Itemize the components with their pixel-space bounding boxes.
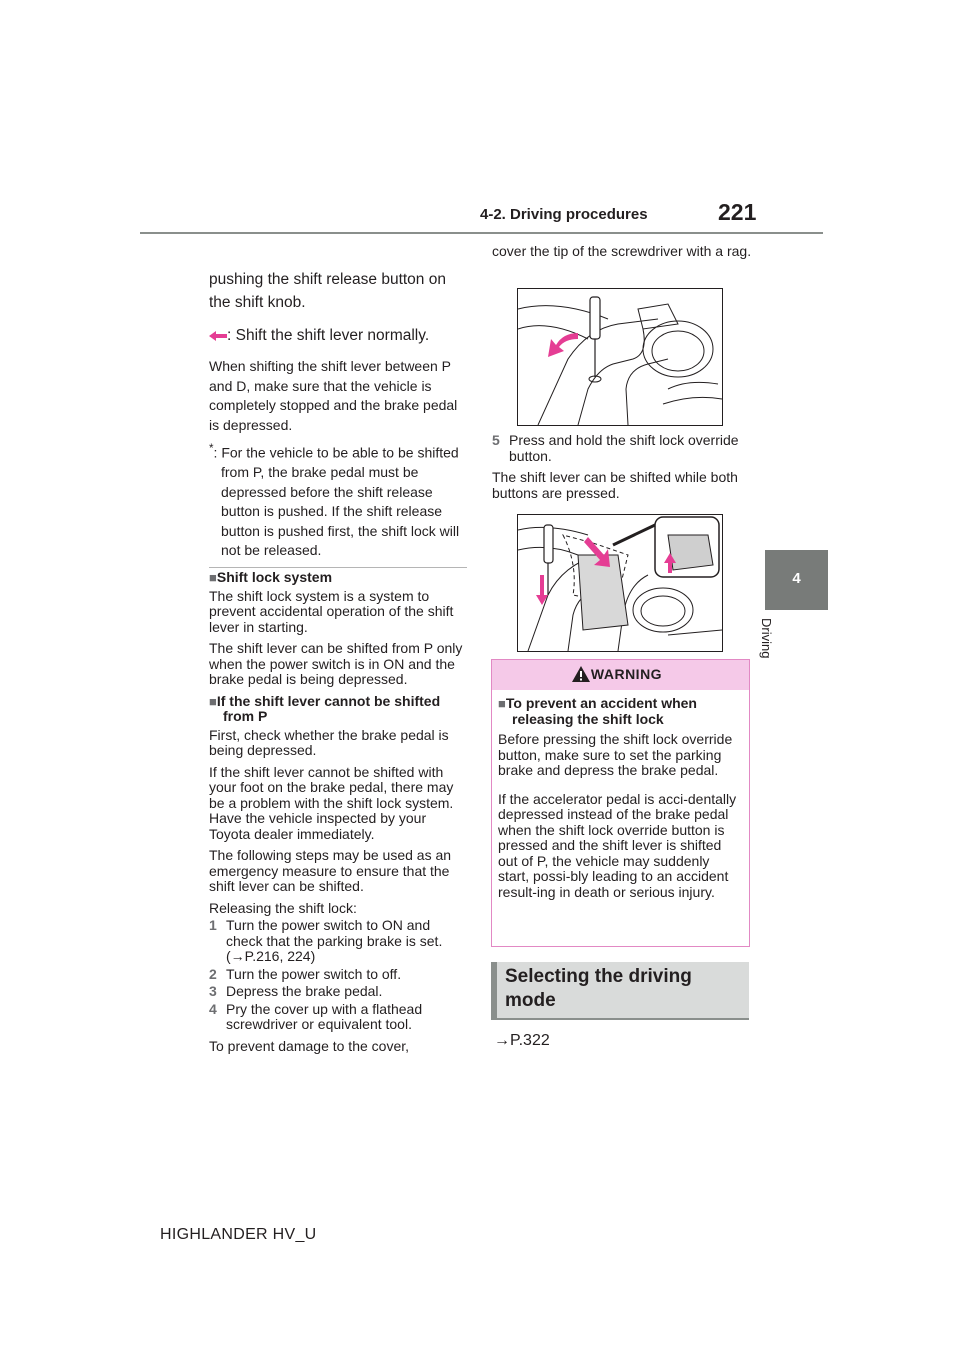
left-column bbox=[209, 268, 467, 561]
arrow-left-icon bbox=[209, 331, 227, 341]
page-reference: →P.322 bbox=[494, 1032, 550, 1049]
step-item: 3 Depress the brake pedal. bbox=[209, 983, 383, 999]
warning-paragraph: If the accelerator pedal is acci-dentally depressed instead of the brake pedal when the shift lock override button is pressed and the shift lever is shifted out of P, the vehicle may suddenly start, possi-bly leading to an accident result-ing in death or serious injury. bbox=[498, 790, 737, 900]
heading-cannot-shift: ■If the shift lever cannot be shifted from P bbox=[209, 692, 441, 724]
paragraph: If the shift lever cannot be shifted with your foot on the brake pedal, there may be a problem with the shift lock system. Have the vehicle inspected by your Toyota dealer immediately. bbox=[209, 763, 454, 842]
warning-box bbox=[491, 659, 750, 947]
section-header: 4-2. Driving procedures bbox=[480, 206, 648, 223]
step-item: 4 Pry the cover up with a flathead screwdriver or equivalent tool. bbox=[209, 1000, 423, 1032]
intro-line: pushing the shift release button on the shift knob. bbox=[209, 271, 446, 311]
warning-header bbox=[492, 660, 749, 690]
right-column bbox=[492, 244, 754, 260]
section-heading-bar bbox=[491, 962, 497, 1018]
square-bullet-icon: ■ bbox=[209, 693, 217, 709]
step-item: 2 Turn the power switch to off. bbox=[209, 965, 402, 982]
paragraph: First, check whether the brake pedal is being depressed. bbox=[209, 726, 449, 758]
heading-shift-lock: ■Shift lock system bbox=[209, 569, 333, 585]
step-item: 1 Turn the power switch to ON and check that the parking brake is set. (→P.216, 224) bbox=[209, 917, 443, 964]
console-drawing bbox=[518, 289, 722, 425]
section-heading: Selecting the driving mode bbox=[505, 966, 692, 1011]
chapter-label: Driving bbox=[759, 618, 774, 659]
footer-model: HIGHLANDER HV_U bbox=[160, 1226, 317, 1243]
paragraph: Releasing the shift lock: bbox=[209, 899, 357, 916]
paragraph: The shift lock system is a system to prevent accidental operation of the shift lever in starting. bbox=[209, 587, 454, 635]
page-number: 221 bbox=[718, 199, 757, 225]
right-column-steps bbox=[492, 433, 754, 501]
arrow-instruction: : Shift the shift lever normally. bbox=[209, 324, 467, 347]
square-bullet-icon: ■ bbox=[498, 696, 506, 711]
paragraph: To prevent damage to the cover, bbox=[209, 1037, 410, 1054]
warning-heading: ■To prevent an accident when releasing the shift lock bbox=[498, 695, 697, 727]
warning-paragraph: Before pressing the shift lock override button, make sure to set the parking brake and depress the brake pedal. bbox=[498, 731, 733, 778]
chapter-number: 4 bbox=[792, 570, 801, 587]
illustration-pry-cover bbox=[517, 288, 723, 426]
override-drawing bbox=[518, 515, 722, 651]
paragraph: The shift lever can be shifted while both buttons are pressed. bbox=[492, 469, 738, 501]
footnote: *: For the vehicle to be able to be shifted from P, the brake pedal must be depressed before the shift release button is pushed. If the shift release button is pushed first, the shift lock will not be released. bbox=[209, 442, 460, 559]
step-item: 5 Press and hold the shift lock override button. bbox=[492, 432, 739, 464]
square-bullet-icon: ■ bbox=[209, 570, 217, 585]
continued-text: cover the tip of the screwdriver with a rag. bbox=[492, 243, 752, 259]
header-rule bbox=[140, 232, 823, 234]
divider bbox=[209, 567, 467, 568]
paragraph: The shift lever can be shifted from P only when the power switch is in ON and the brake pedal is being depressed. bbox=[209, 640, 463, 687]
left-column-body bbox=[209, 570, 467, 1054]
paragraph: The following steps may be used as an emergency measure to ensure that the shift lever can be shifted. bbox=[209, 847, 452, 894]
warning-body bbox=[498, 696, 744, 900]
warning-title: WARNING bbox=[590, 666, 663, 682]
illustration-press-override bbox=[517, 514, 723, 652]
shift-note: When shifting the shift lever between P and D, make sure that the vehicle is completely stopped and the brake pedal is depressed. bbox=[209, 358, 458, 433]
